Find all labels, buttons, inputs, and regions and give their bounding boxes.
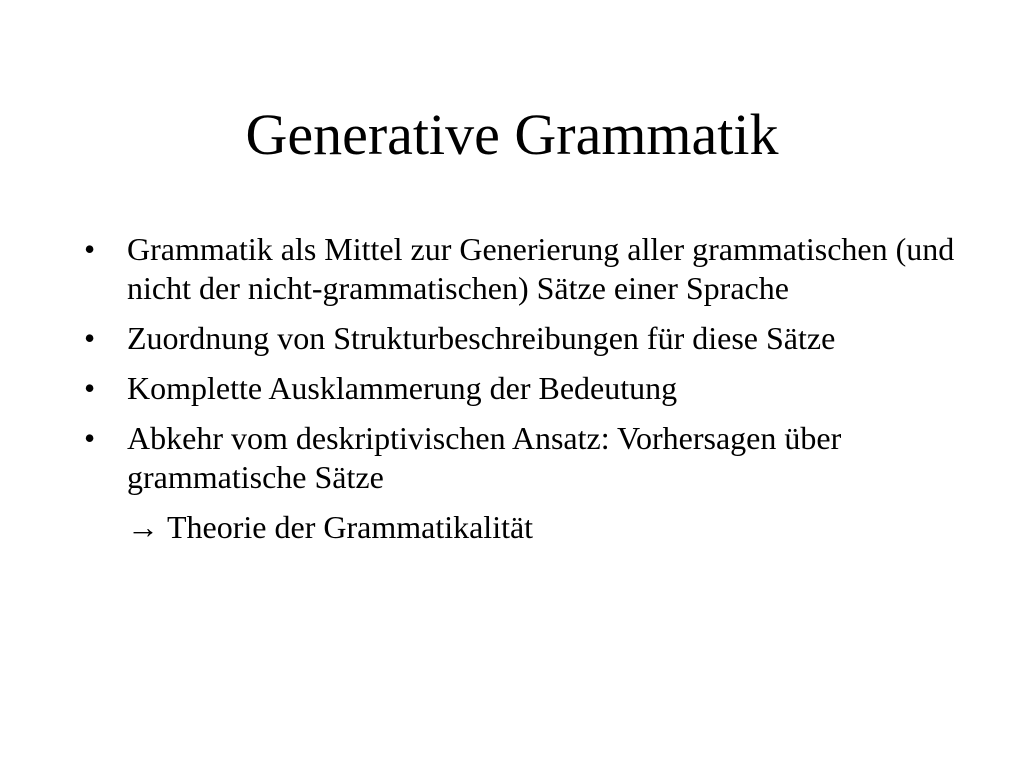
bullet-item-descriptive: [84, 419, 964, 497]
bullet-item-generation: [84, 230, 964, 308]
bullet-list: [84, 230, 964, 547]
bullet-icon: •: [84, 320, 96, 356]
bullet-icon: •: [84, 420, 96, 456]
conclusion-line: [84, 508, 964, 547]
bullet-text: Abkehr vom deskriptivischen Ansatz: Vorhersagen über grammatische Sätze: [127, 420, 842, 495]
right-arrow-icon: →: [127, 509, 159, 545]
bullet-item-meaning: [84, 369, 964, 408]
bullet-text: Zuordnung von Strukturbeschreibungen für diese Sätze: [127, 320, 836, 356]
bullet-text: Grammatik als Mittel zur Generierung aller grammatischen (und nicht der nicht-grammatischen) Sätze einer Sprache: [127, 231, 955, 306]
slide-title: Generative Grammatik: [245, 102, 779, 167]
bullet-item-structure: [84, 319, 964, 358]
bullet-text: Komplette Ausklammerung der Bedeutung: [127, 370, 678, 406]
bullet-icon: •: [84, 231, 96, 267]
bullet-icon: •: [84, 370, 96, 406]
conclusion-text: Theorie der Grammatikalität: [167, 509, 534, 545]
